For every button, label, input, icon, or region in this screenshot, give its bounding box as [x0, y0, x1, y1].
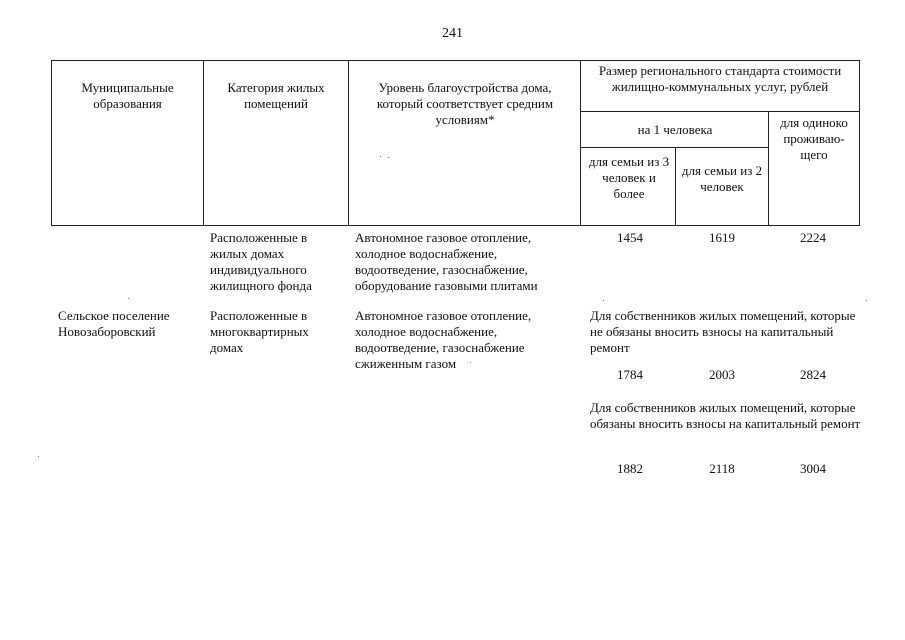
row2-level: Автономное газовое отопление, холодное водоснабжение, водоотведение, газоснабжение сжиженным газом	[355, 308, 532, 371]
row2-note-capital-repair: Для собственников жилых помещений, которые обязаны вносить взносы на капитальный ремонт	[590, 400, 861, 431]
page-number: 241	[442, 26, 463, 41]
header-single: для одиноко проживаю-щего	[780, 115, 848, 162]
row2-b-value-single: 3004	[800, 461, 826, 476]
header-standard-size: Размер регионального стандарта стоимости жилищно-коммунальных услуг, рублей	[598, 63, 842, 94]
header-housing-category: Категория жилых помещений	[227, 80, 325, 111]
header-family-2: для семьи из 2 человек	[681, 163, 763, 194]
row1-value-family2: 1619	[709, 230, 735, 245]
row2-b-value-family2: 2118	[709, 461, 735, 476]
row2-note-no-capital-repair: Для собственников жилых помещений, которые не обязаны вносить взносы на капитальный ремонт	[590, 308, 856, 355]
row2-b-value-family3: 1882	[617, 461, 643, 476]
header-municipalities: Муниципальные образования	[81, 80, 174, 111]
row1-category: Расположенные в жилых домах индивидуального жилищного фонда	[210, 230, 312, 293]
header-improvement-level: Уровень благоустройства дома, который соответствует средним условиям*	[376, 80, 554, 127]
row2-a-value-single: 2824	[800, 367, 826, 382]
row2-category: Расположенные в многоквартирных домах	[210, 308, 309, 355]
row2-a-value-family2: 2003	[709, 367, 735, 382]
header-per-person: на 1 человека	[637, 122, 713, 137]
row1-value-family3: 1454	[617, 230, 643, 245]
header-family-3: для семьи из 3 человек и более	[588, 154, 670, 201]
row2-municipality: Сельское поселение Новозаборовский	[58, 308, 170, 339]
row2-a-value-family3: 1784	[617, 367, 643, 382]
row1-value-single: 2224	[800, 230, 826, 245]
row1-level: Автономное газовое отопление, холодное водоснабжение, водоотведение, газоснабжение, оборудование газовыми плитами	[355, 230, 538, 293]
